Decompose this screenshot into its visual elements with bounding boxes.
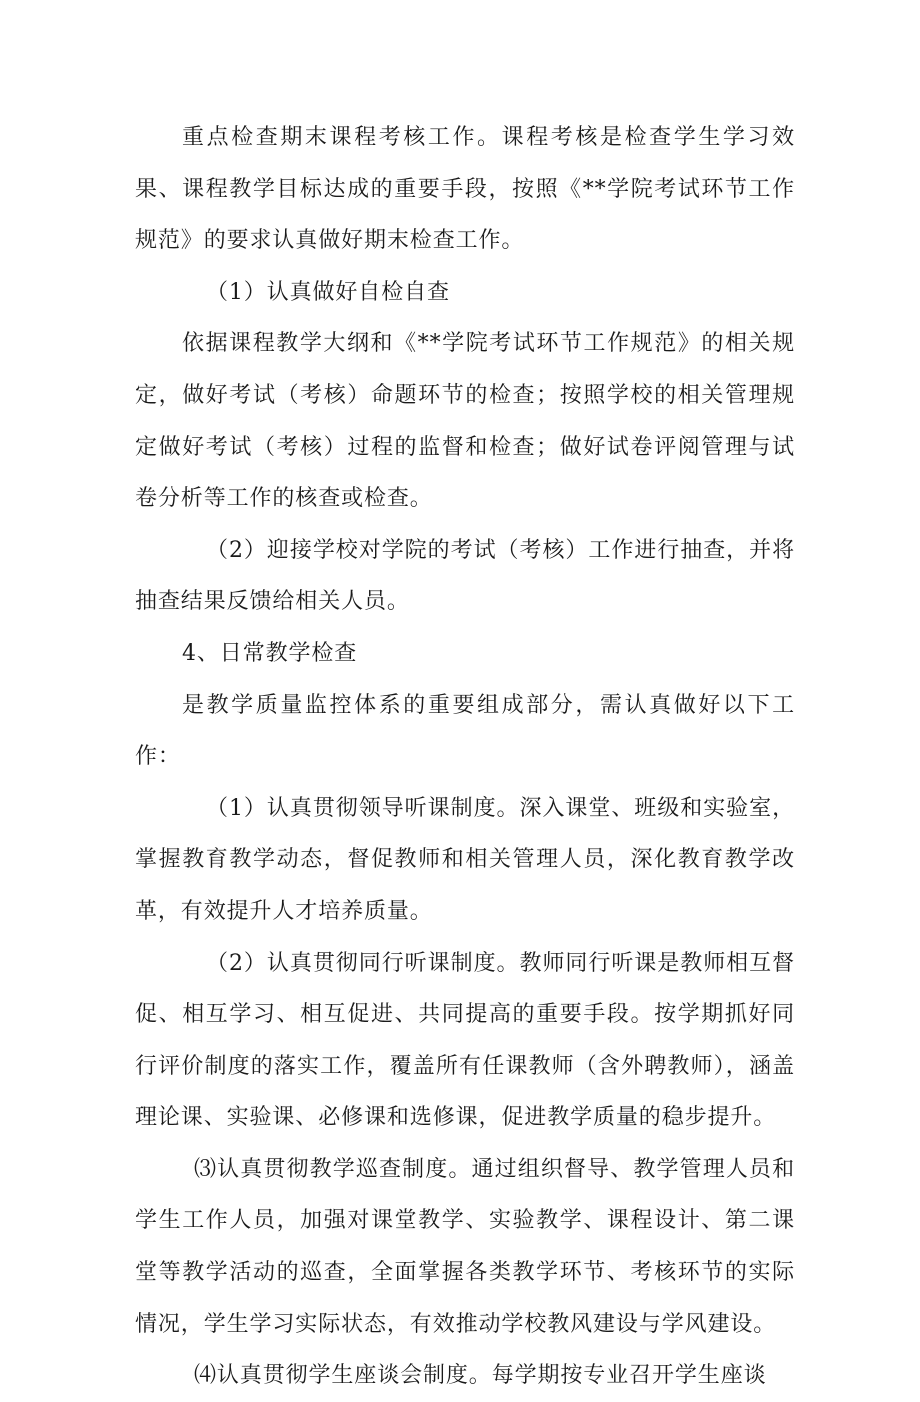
document-body (135, 112, 795, 1402)
paragraph-leader-lecture-system: （1）认真贯彻领导听课制度。深入课堂、班级和实验室，掌握教育教学动态，督促教师和相关管理人员，深化教育教学改革，有效提升人才培养质量。 (135, 795, 795, 924)
heading-daily-teaching-check: 4、日常教学检查 (182, 640, 358, 666)
paragraph-daily-check-intro: 是教学质量监控体系的重要组成部分，需认真做好以下工作： (135, 692, 795, 770)
paragraph-school-spot-check: （2）迎接学校对学院的考试（考核）工作进行抽查，并将抽查结果反馈给相关人员。 (135, 537, 795, 615)
subheading-self-check: （1）认真做好自检自查 (206, 279, 450, 305)
paragraph-self-check-details: 依据课程教学大纲和《**学院考试环节工作规范》的相关规定，做好考试（考核）命题环节的检查；按照学校的相关管理规定做好考试（考核）过程的监督和检查；做好试卷评阅管理与试卷分析等工作的核查或检查。 (135, 331, 795, 512)
paragraph-teaching-patrol-system: ⑶认真贯彻教学巡查制度。通过组织督导、教学管理人员和学生工作人员，加强对课堂教学、实验教学、课程设计、第二课堂等教学活动的巡查，全面掌握各类教学环节、考核环节的实际情况，学生学习实际状态，有效推动学校教风建设与学风建设。 (135, 1156, 795, 1337)
paragraph-peer-lecture-system: （2）认真贯彻同行听课制度。教师同行听课是教师相互督促、相互学习、相互促进、共同提高的重要手段。按学期抓好同行评价制度的落实工作，覆盖所有任课教师（含外聘教师），涵盖理论课、实验课、必修课和选修课，促进教学质量的稳步提升。 (135, 950, 795, 1131)
paragraph-student-forum-system: ⑷认真贯彻学生座谈会制度。每学期按专业召开学生座谈 (194, 1363, 767, 1389)
paragraph-final-exam-check: 重点检查期末课程考核工作。课程考核是检查学生学习效果、课程教学目标达成的重要手段，按照《**学院考试环节工作规范》的要求认真做好期末检查工作。 (135, 125, 795, 254)
